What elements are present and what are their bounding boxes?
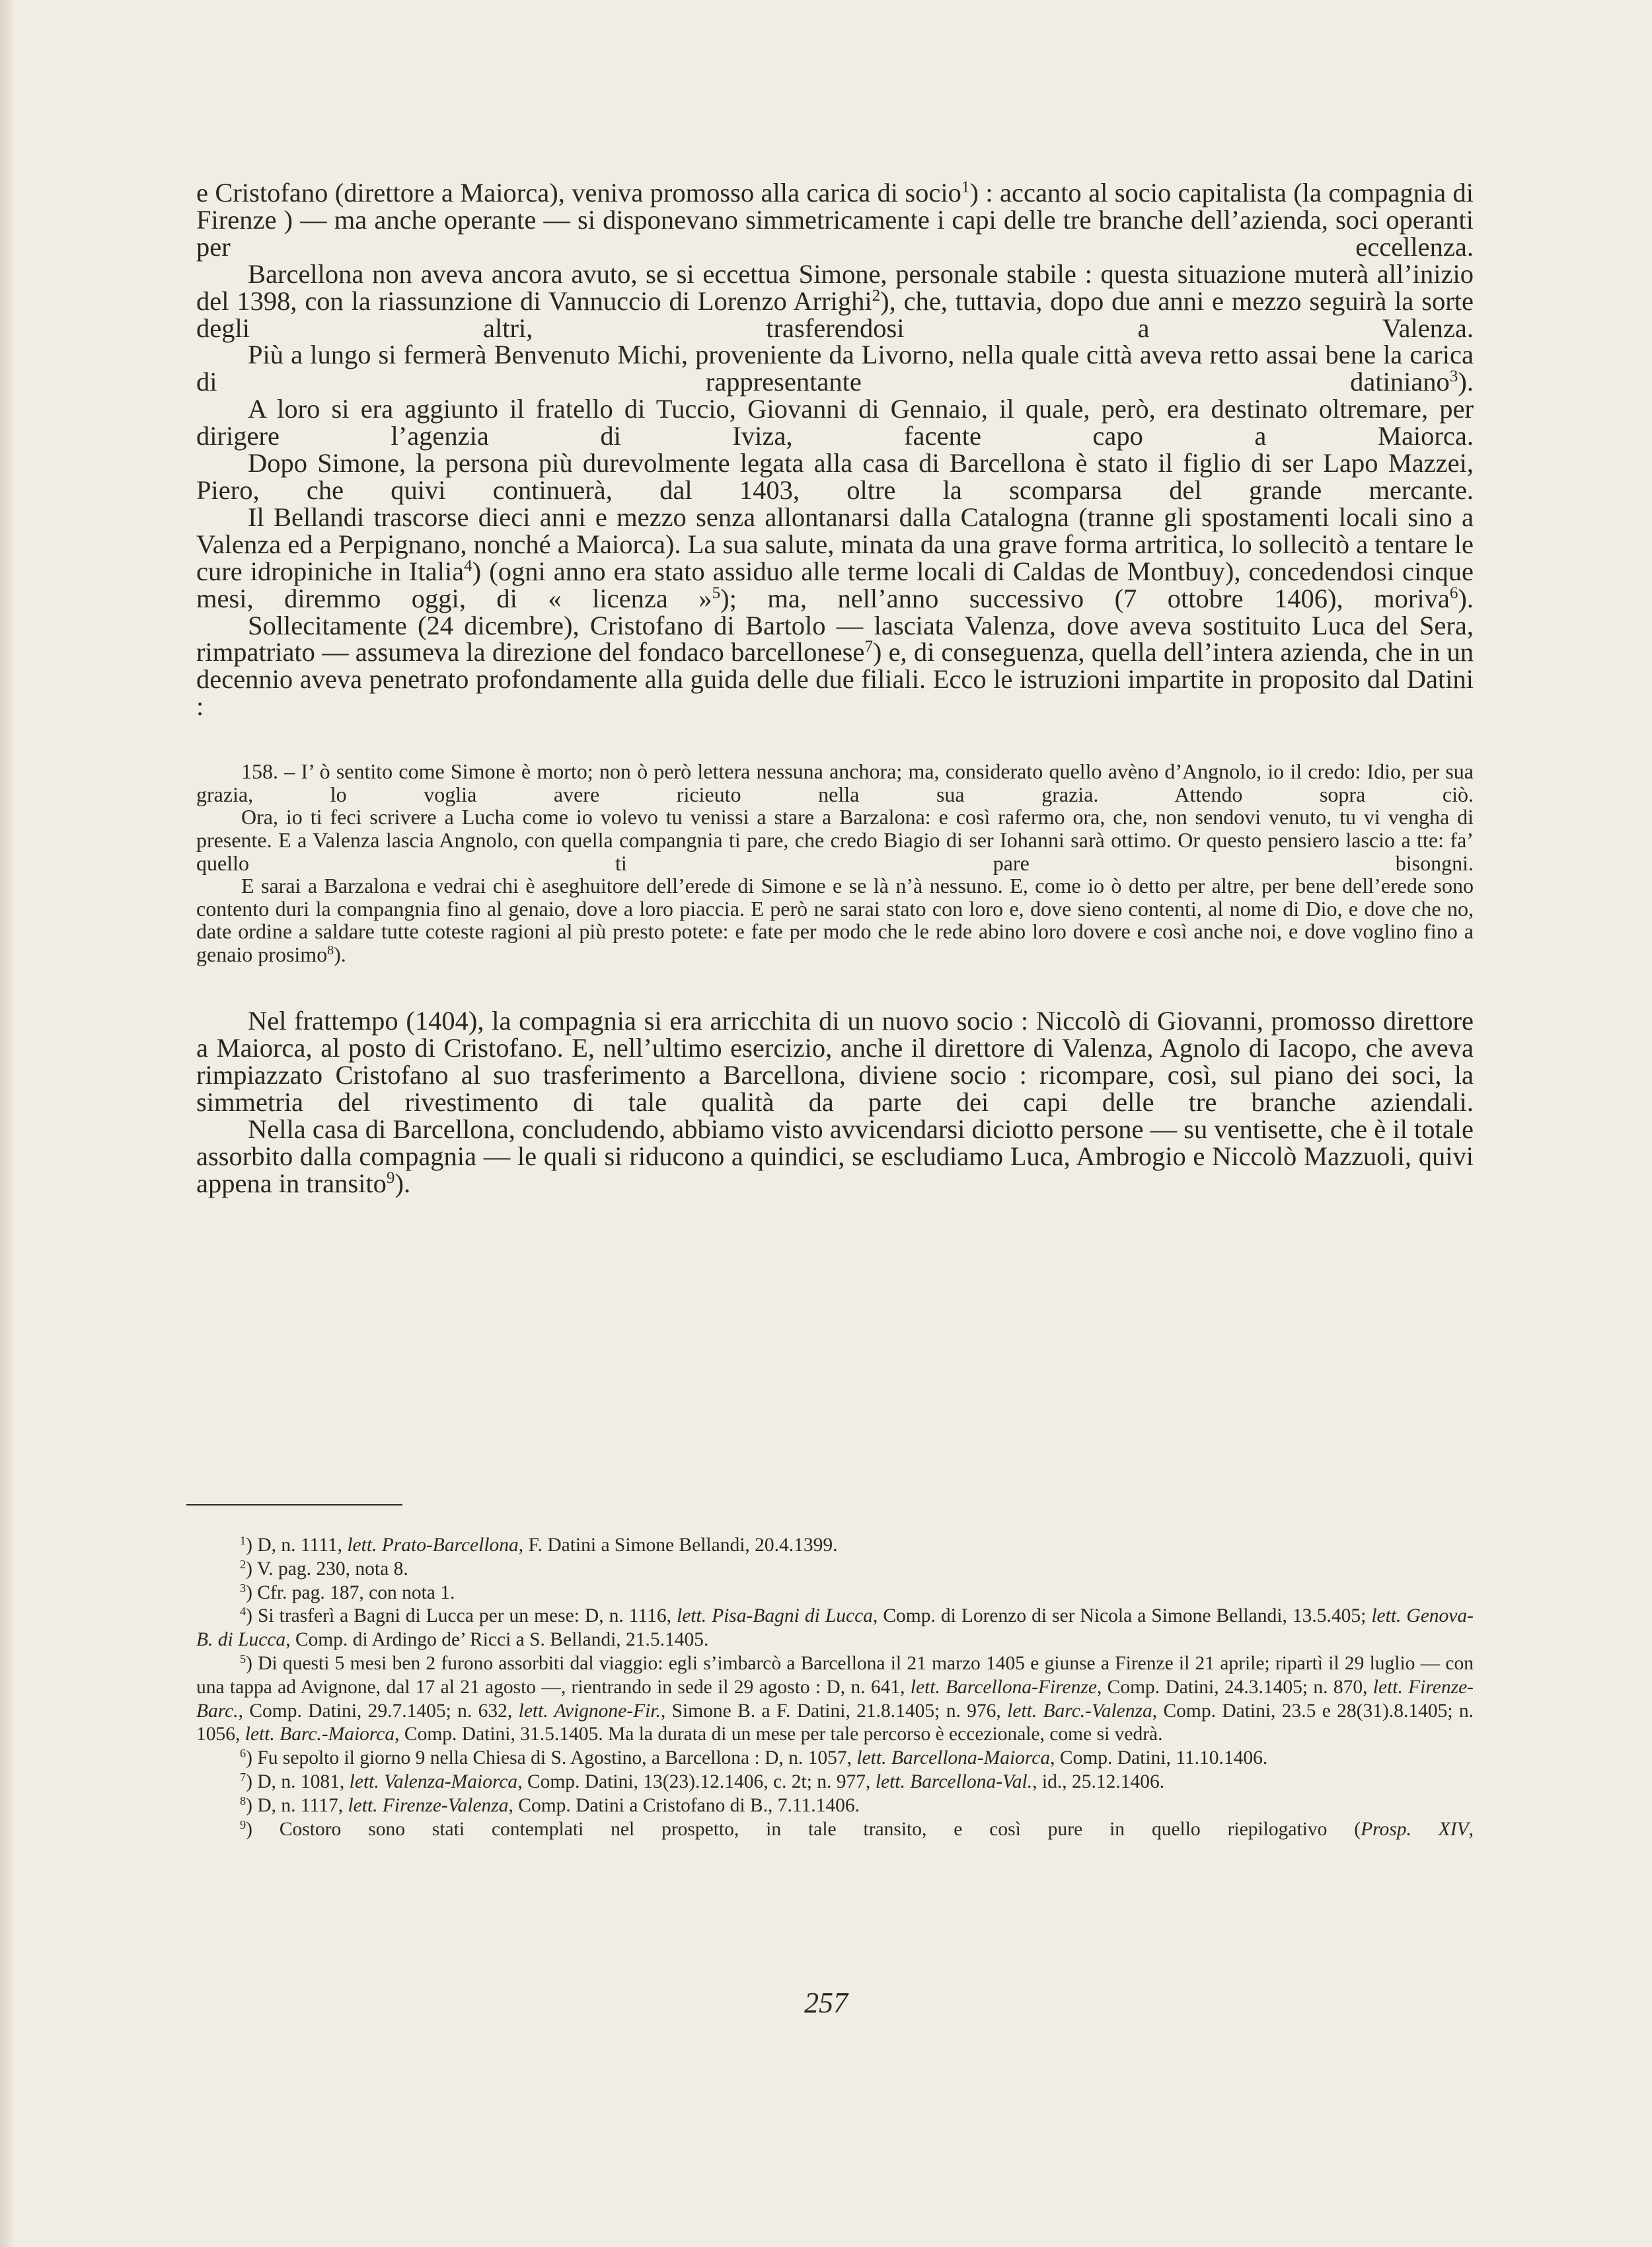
- footnote-5: $^5$) Di questi 5 mesi ben 2 furono assorbiti dal viaggio: egli s’imbarcò a Barcellona il 21 marzo 1405 e giunse a Firenze il 21 aprile; ripartì il 29 luglio — con una tappa ad Avignone, dal 17 al 21 agosto —, rientrando in sede il 29 agosto : D, n. 641, lett. Barcellona-Firenze, Comp. Datini, 24.3.1405; n. 870, lett. Firenze-Barc., Comp. Datini, 29.7.1405; n. 632, lett. Avignone-Fir., Simone B. a F. Datini, 21.8.1405; n. 976, lett. Barc.-Valenza, Comp. Datini, 23.5 e 28(31).8.1405; n. 1056, lett. Barc.-Maiorca, Comp. Datini, 31.5.1405. Ma la durata di un mese per tale percorso è eccezionale, come si vedrà.: [196, 1652, 1474, 1745]
- footnote-ref-7: 7: [864, 638, 873, 656]
- footnote-ref-3: 3: [1449, 367, 1458, 386]
- quoted-letter: [196, 760, 1474, 966]
- footnote-ref-1: 1: [961, 178, 970, 197]
- paragraph-9: Nella casa di Barcellona, concludendo, abbiamo visto avvicendarsi diciotto persone — su ventisette, che è il totale assorbito dalla compagnia — le quali si riducono a quindici, se escludiamo Luca, Ambrogio e Niccolò Mazzuoli, quivi appena in transito$^9$).: [196, 1114, 1474, 1198]
- footnote-8: $^8$) D, n. 1117, lett. Firenze-Valenza, Comp. Datini a Cristofano di B., 7.11.1406.: [240, 1794, 860, 1816]
- footnotes: [196, 1534, 1474, 1841]
- footnote-ref-6: 6: [1449, 584, 1458, 602]
- footnote-ref-4: 4: [464, 556, 472, 575]
- footnote-2: $^2$) V. pag. 230, nota 8.: [240, 1557, 408, 1580]
- quote-paragraph-3: E sarai a Barzalona e vedrai chi è aseghuitore dell’erede di Simone e se là n’à nessuno. E, come io ò detto per altre, per bene dell’erede sono contento duri la compangnia fino al genaio, dove a loro piaccia. E però ne sarai stato con loro e, dove sieno contenti, al nome di Dio, e dove che no, date ordine a saldare tutte coteste ragioni al più presto potete: e fate per modo che le rede abino loro dovere e così anche noi, e dove voglino fino a genaio prosimo$^8$).: [196, 874, 1474, 966]
- page-fold-shadow: [0, 0, 15, 2247]
- paragraph-5: Dopo Simone, la persona più durevolmente legata alla casa di Barcellona è stato il figlio di ser Lapo Mazzei, Piero, che quivi continuerà, dal 1403, oltre la scomparsa del grande mercante.: [196, 448, 1474, 505]
- footnote-6: $^6$) Fu sepolto il giorno 9 nella Chiesa di S. Agostino, a Barcellona : D, n. 1057, lett. Barcellona-Maiorca, Comp. Datini, 11.10.1406.: [240, 1747, 1268, 1769]
- footnote-4: $^4$) Si trasferì a Bagni di Lucca per un mese: D, n. 1116, lett. Pisa-Bagni di Lucca, Comp. di Lorenzo di ser Nicola a Simone Bellandi, 13.5.405; lett. Genova-B. di Lucca, Comp. di Ardingo de’ Ricci a S. Bellandi, 21.5.1405.: [196, 1605, 1474, 1651]
- footnote-separator: [186, 1504, 402, 1505]
- paragraph-3: Più a lungo si fermerà Benvenuto Michi, proveniente da Livorno, nella quale città aveva retto assai bene la carica di rappresentante datiniano$^3$).: [196, 340, 1474, 397]
- paragraph-2: Barcellona non aveva ancora avuto, se si eccettua Simone, personale stabile : questa situazione muterà all’inizio del 1398, con la riassunzione di Vannuccio di Lorenzo Arrighi$^2$), che, tuttavia, dopo due anni e mezzo seguirà la sorte degli altri, trasferendosi a Valenza.: [196, 258, 1474, 343]
- footnote-ref-5: 5: [712, 584, 721, 602]
- footnote-ref-9: 9: [386, 1169, 395, 1188]
- paragraph-4: A loro si era aggiunto il fratello di Tuccio, Giovanni di Gennaio, il quale, però, era destinato oltremare, per dirigere l’agenzia di Iviza, facente capo a Maiorca.: [196, 394, 1474, 451]
- footnote-7: $^7$) D, n. 1081, lett. Valenza-Maiorca, Comp. Datini, 13(23).12.1406, c. 2t; n. 977, lett. Barcellona-Val., id., 25.12.1406.: [240, 1770, 1165, 1792]
- page-number: 257: [804, 1987, 848, 2019]
- quote-paragraph-1: 158. – I’ ò sentito come Simone è morto; non ò però lettera nessuna anchora; ma, considerato quello avèno d’Angnolo, io il credo: Idio, per sua grazia, lo voglia avere ricieuto nella sua grazia. Attendo sopra ciò.: [196, 759, 1474, 806]
- footnote-3: $^3$) Cfr. pag. 187, con nota 1.: [240, 1581, 455, 1603]
- main-text: [196, 180, 1474, 1198]
- footnote-ref-8: 8: [327, 942, 334, 958]
- footnote-1: $^1$) D, n. 1111, lett. Prato-Barcellona, F. Datini a Simone Bellandi, 20.4.1399.: [240, 1533, 838, 1556]
- paragraph-8: Nel frattempo (1404), la compagnia si era arricchita di un nuovo socio : Niccolò di Giovanni, promosso direttore a Maiorca, al posto di Cristofano. E, nell’ultimo esercizio, anche il direttore di Valenza, Agnolo di Iacopo, che aveva rimpiazzato Cristofano al suo trasferimento a Barcellona, diviene socio : ricompare, così, sul piano dei soci, la simmetria del rivestimento di tale qualità da parte dei capi delle tre branche aziendali.: [196, 1006, 1474, 1118]
- footnote-9: $^9$) Costoro sono stati contemplati nel prospetto, in tale transito, e così pure in quello riepilogativo (Prosp. XIV,: [240, 1817, 1474, 1840]
- paragraph-1: e Cristofano (direttore a Maiorca), veniva promosso alla carica di socio$^1$) : accanto al socio capitalista (la compagnia di Firenze ) — ma anche operante — si disponevano simmetricamente i capi delle tre branche dell’azienda, soci operanti per eccellenza.: [196, 178, 1474, 262]
- quote-paragraph-2: Ora, io ti feci scrivere a Lucha come io volevo tu venissi a stare a Barzalona: e così rafermo ora, che, non sendovi venuto, tu vi vengha di presente. E a Valenza lascia Angnolo, con quella compangnia ti pare, che credo Biagio di ser Iohanni sarà ottimo. Or questo pensiero lascio a tte: fa’ quello ti pare bisongni.: [196, 805, 1474, 875]
- paragraph-7: Sollecitamente (24 dicembre), Cristofano di Bartolo — lasciata Valenza, dove aveva sostituito Luca del Sera, rimpatriato — assumeva la direzione del fondaco barcellonese$^7$) e, di conseguenza, quella dell’intera azienda, che in un decennio aveva penetrato profondamente alla guida delle due filiali. Ecco le istruzioni impartite in proposito dal Datini :: [196, 610, 1474, 722]
- footnote-ref-2: 2: [872, 286, 881, 305]
- paragraph-6: Il Bellandi trascorse dieci anni e mezzo senza allontanarsi dalla Catalogna (tranne gli spostamenti locali sino a Valenza ed a Perpignano, nonché a Maiorca). La sua salute, minata da una grave forma artritica, lo sollecitò a tentare le cure idropiniche in Italia$^4$) (ogni anno era stato assiduo alle terme locali di Caldas de Montbuy), concedendosi cinque mesi, diremmo oggi, di « licenza »$^5$); ma, nell’anno successivo (7 ottobre 1406), moriva$^6$).: [196, 502, 1474, 613]
